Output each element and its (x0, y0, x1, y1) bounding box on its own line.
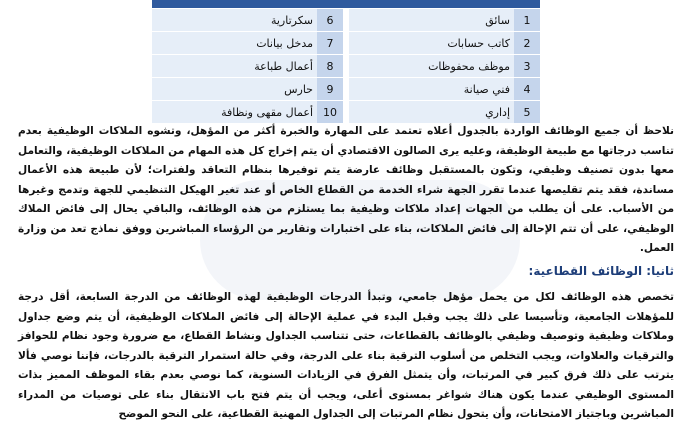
job-title: كاتب حسابات (349, 32, 514, 55)
row-number: 4 (514, 78, 540, 101)
table-header-row (152, 0, 540, 9)
row-number: 10 (317, 101, 343, 124)
row-number: 6 (317, 9, 343, 32)
row-number: 9 (317, 78, 343, 101)
table-row (152, 55, 540, 78)
job-title: فني صيانة (349, 78, 514, 101)
row-number: 1 (514, 9, 540, 32)
job-title: إداري (349, 101, 514, 124)
job-title: أعمال مقهى ونظافة (152, 101, 317, 124)
row-number: 5 (514, 101, 540, 124)
table-row (152, 9, 540, 32)
row-number: 2 (514, 32, 540, 55)
job-title: مدخل بيانات (152, 32, 317, 55)
table-row (152, 32, 540, 55)
row-number: 7 (317, 32, 343, 55)
job-title: أعمال طباعة (152, 55, 317, 78)
table-row (152, 78, 540, 101)
section-heading-sectoral-jobs: ثانيا: الوظائف القطاعية: (528, 264, 674, 278)
job-title: حارس (152, 78, 317, 101)
row-number: 3 (514, 55, 540, 78)
job-title: سائق (349, 9, 514, 32)
jobs-table (152, 0, 540, 119)
row-number: 8 (317, 55, 343, 78)
job-title: موظف محفوظات (349, 55, 514, 78)
paragraph-skill-jobs: نلاحظ أن جميع الوظائف الواردة بالجدول أعلاه تعتمد على المهارة والخبرة أكثر من المؤهل، وتشوه الملاكات الوظيفية بعدم تناسب درجاتها مع طبيعة الوظيفة، وعليه يرى الصالون الاقتصادي أن يتم إخراج كل هذه المهام من الملاكات الوظيفية، والتعامل معها بدون تصنيف وظيفي، وتكون بالمستقبل وظائف عارضة يتم توفيرها بنظام التعاقد ولفترات؛ لأن طبيعة هذه الأعمال مساندة، فقد يتم تقليصها عندما تقرر الجهة شراء الخدمة من القطاع الخاص أو عند تغير الهيكل التنظيمي للجهة وتدمج وغيرها من الأسباب. على أن يطلب من الجهات إعداد ملاكات وظيفية بما يستلزم من هذه الوظائف، والباقي يحال إلى فائض الملاك الوظيفي، على أن تتم الإحالة إلى فائض الملاكات، بناء على اختبارات وتقارير من الرؤساء المباشرين ووفق نماذج تعد من وزارة العمل. (18, 125, 674, 254)
table-row (152, 101, 540, 124)
job-title: سكرتارية (152, 9, 317, 32)
paragraph-sectoral-jobs: تخصص هذه الوظائف لكل من يحمل مؤهل جامعي، وتبدأ الدرجات الوظيفية لهذه الوظائف من الدرجة السابعة، أقل درجة للمؤهلات الجامعية، وتأسيسا على ذلك يجب وقبل البدء في عملية الإحالة إلى فائض الملاكات الوظيفية، أن يتم وضع جداول وملاكات وظيفية وتوصيف وظيفي بالوظائف بالقطاعات، حتى تتناسب الجداول ونشاط القطاع، مع ضرورة وجود نظام للحوافز والترقيات والعلاوات، ويجب التخلص من أسلوب الترقية بناء على الدرجة، وفي حالة استمرار الترقية بالدرجات، فإننا نوصي فألا يترتب على ذلك فرق كبير في المرتبات، وأن يتمثل الفرق في الزيادات السنوية، كما نوصي بعدم بقاء الموظف المميز بذات المستوى الوظيفي عندما يكون هناك شواغر بمستوى أعلى، ويجب أن يتم فتح باب الانتقال بناء على توصيات من المدراء المباشرين وباجتياز الامتحانات، وأن يتحول نظام المرتبات إلى الجداول المهنية القطاعية، على النحو الموضح (18, 291, 674, 420)
